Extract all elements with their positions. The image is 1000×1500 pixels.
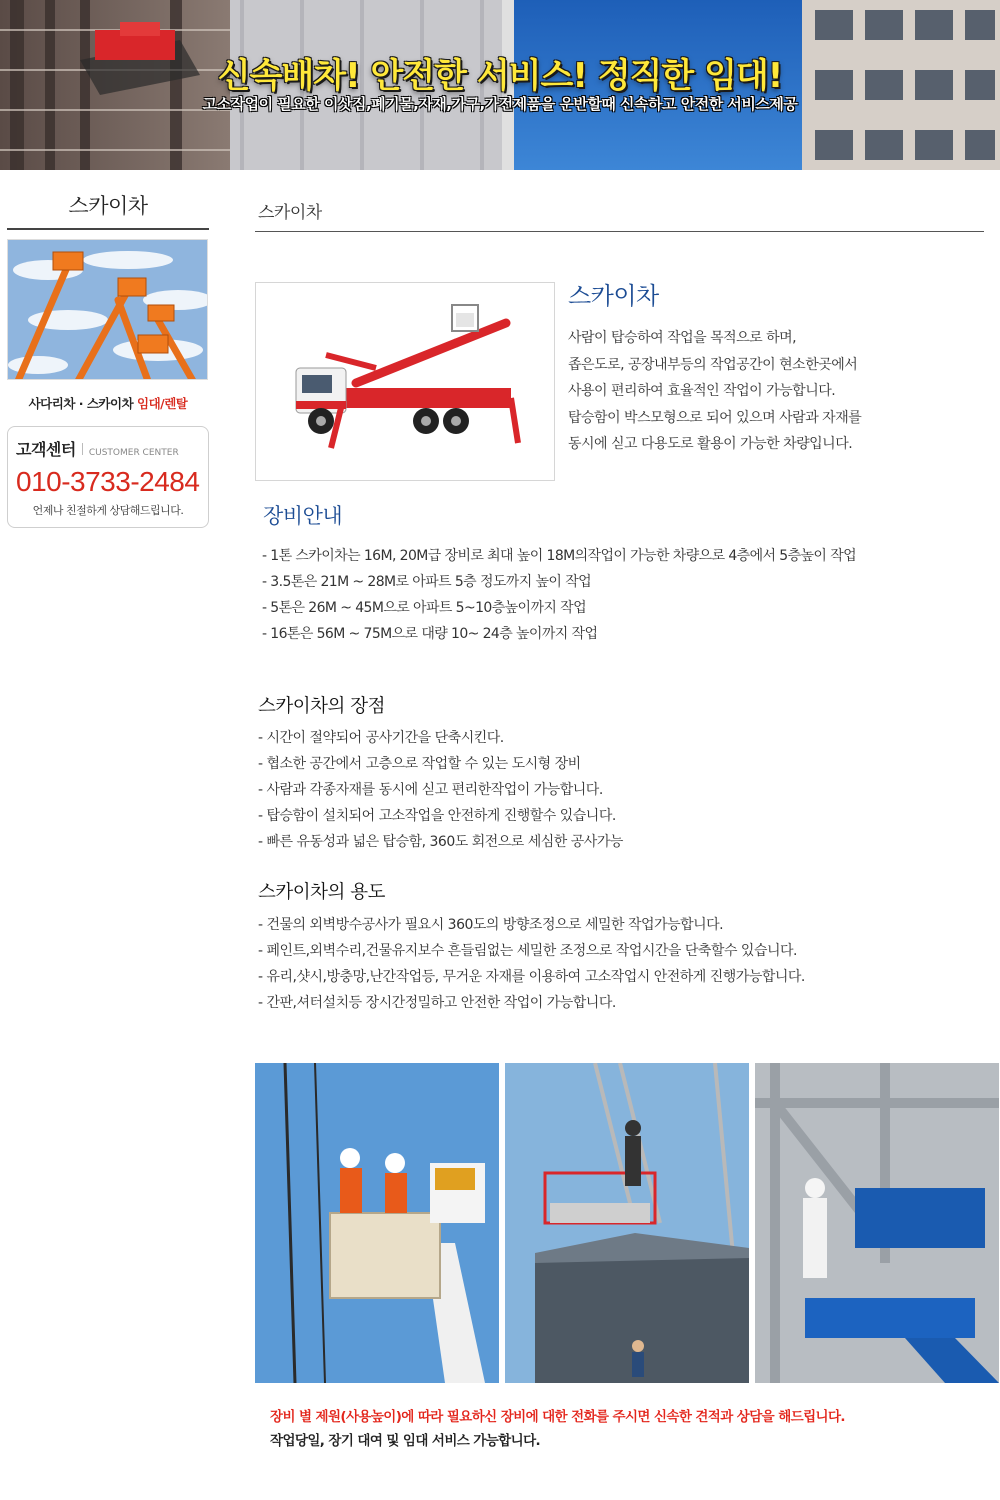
- sidebar: [7, 190, 209, 528]
- customer-center-box: [7, 426, 209, 528]
- list-item: - 시간이 절약되어 공사기간을 단축시킨다.: [258, 730, 504, 746]
- advantages-title: 스카이차의 장점: [258, 696, 385, 717]
- notice-line-red: 장비 별 제원(사용높이)에 따라 필요하신 장비에 대한 전화를 주시면 신속한 견적과 상담을 해드립니다.: [270, 1409, 845, 1425]
- list-item: - 3.5톤은 21M ~ 28M로 아파트 5층 정도까지 높이 작업: [262, 574, 592, 590]
- customer-center-divider: [82, 443, 83, 455]
- work-photo-ladder-basket: [505, 1063, 749, 1383]
- intro-line: 사용이 편리하여 효율적인 작업이 가능합니다.: [568, 383, 836, 399]
- customer-center-header: [16, 437, 200, 460]
- uses-list: [258, 912, 978, 1016]
- equipment-title: 장비안내: [263, 504, 343, 528]
- hero-subtitle: 고소작업이 필요한 이삿짐,폐기물,자재,가구,가전제품을 운반할때 신속하고 안전한 서비스제공: [202, 95, 798, 113]
- intro-line: 동시에 싣고 다용도로 활용이 가능한 차량입니다.: [568, 436, 853, 452]
- intro-line: 탑승함이 박스모형으로 되어 있으며 사람과 자재를: [568, 409, 862, 426]
- list-item: - 5톤은 26M ~ 45M으로 아파트 5~10층높이까지 작업: [262, 600, 587, 616]
- notice: [270, 1405, 990, 1449]
- list-item: - 유리,샷시,방충망,난간작업등, 무거운 자재를 이용하여 고소작업시 안전하게 진행가능합니다.: [258, 969, 805, 985]
- intro-description: [568, 325, 978, 458]
- sky-truck-image: [255, 282, 555, 481]
- list-item: - 사람과 각종자재를 동시에 싣고 편리한작업이 가능합니다.: [258, 782, 603, 798]
- sidebar-caption: [7, 394, 209, 412]
- intro-line: 좁은도로, 공장내부등의 작업공간이 현소한곳에서: [568, 356, 858, 373]
- list-item: - 빠른 유동성과 넓은 탑승함, 360도 회전으로 세심한 공사가능: [258, 834, 623, 850]
- main-content: [255, 190, 984, 1011]
- advantages-list: [258, 725, 978, 855]
- list-item: - 페인트,외벽수리,건물유지보수 흔들림없는 세밀한 조정으로 작업시간을 단축할수 있습니다.: [258, 943, 797, 959]
- work-photo-gallery: [255, 1063, 1000, 1383]
- work-photo-blue-lift: [755, 1063, 999, 1383]
- list-item: - 건물의 외벽방수공사가 필요시 360도의 방향조정으로 세밀한 작업가능합니다.: [258, 917, 724, 933]
- work-photo-power-line: [255, 1063, 499, 1383]
- uses-title: 스카이차의 용도: [258, 882, 385, 903]
- sidebar-title: 스카이차: [7, 190, 209, 230]
- notice-line-dark: 작업당일, 장기 대여 및 임대 서비스 가능합니다.: [270, 1433, 541, 1449]
- sidebar-aerial-lift-image: [7, 239, 208, 380]
- sidebar-caption-accent: 임대/렌탈: [137, 396, 188, 411]
- intro-line: 사람이 탑승하여 작업을 목적으로 하며,: [568, 330, 797, 346]
- intro-section: [568, 276, 978, 458]
- equipment-list: [262, 543, 982, 647]
- intro-title: 스카이차: [568, 282, 659, 310]
- customer-center-note: 언제나 친절하게 상담해드립니다.: [32, 504, 184, 517]
- customer-center-title-en: CUSTOMER CENTER: [88, 448, 179, 458]
- page-title: 스카이차: [255, 190, 984, 232]
- list-item: - 협소한 공간에서 고층으로 작업할 수 있는 도시형 장비: [258, 756, 581, 772]
- list-item: - 탑승함이 설치되어 고소작업을 안전하게 진행할수 있습니다.: [258, 808, 616, 824]
- customer-center-title: 고객센터: [16, 440, 76, 459]
- hero-banner: [0, 0, 1000, 170]
- customer-center-phone[interactable]: 010-3733-2484: [16, 466, 200, 497]
- hero-title: 신속배차! 안전한 서비스! 정직한 임대!: [217, 56, 783, 96]
- sidebar-caption-main: 사다리차 · 스카이차: [28, 396, 138, 411]
- list-item: - 1톤 스카이차는 16M, 20M급 장비로 최대 높이 18M의작업이 가능한 차량으로 4층에서 5층높이 작업: [262, 548, 857, 564]
- list-item: - 16톤은 56M ~ 75M으로 대량 10~ 24층 높이까지 작업: [262, 626, 598, 642]
- list-item: - 간판,셔터설치등 장시간정밀하고 안전한 작업이 가능합니다.: [258, 995, 616, 1011]
